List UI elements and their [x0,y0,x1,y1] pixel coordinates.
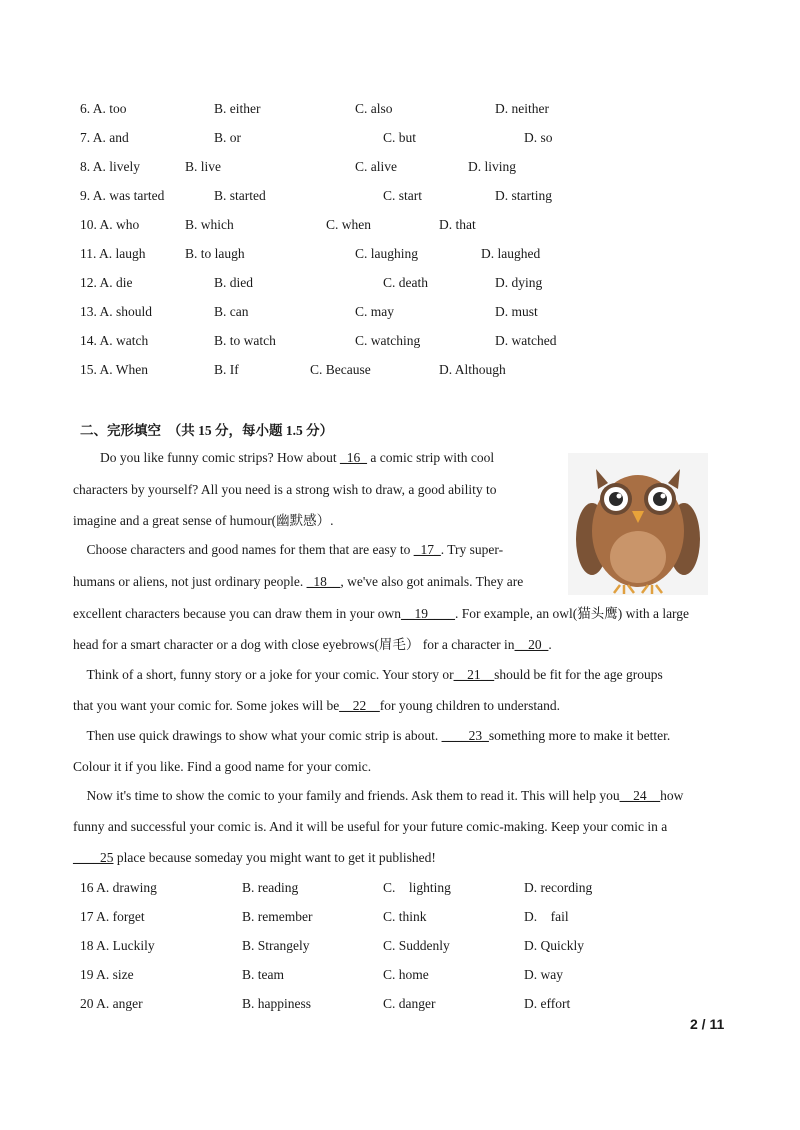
option-c: C. home [383,967,429,982]
part1-question-row [80,187,740,205]
option-c: C. alive [355,159,397,174]
passage-text: Choose characters and good names for them that are easy to [73,542,414,557]
part2-question-row [80,908,740,926]
passage-text: something more to make it better. [488,728,671,743]
part1-question-row [80,332,740,350]
option-a: 7. A. and [80,130,129,145]
passage-text: funny and successful your comic is. And it will be useful for your future comic-making. Keep your comic in a [73,819,668,834]
option-d: D. fail [524,909,569,924]
passage-line [73,697,560,715]
passage-text: a comic strip with cool [366,450,495,465]
passage-text: place because someday you might want to get it published! [113,850,436,865]
option-c: C. laughing [355,246,418,261]
option-c: C. but [383,130,417,145]
option-a: 20 A. anger [80,996,143,1011]
passage-text: humans or aliens, not just ordinary people. [73,574,307,589]
option-b: B. can [214,304,249,319]
passage-text: , we've also got animals. They are [340,574,524,589]
option-c: C. watching [355,333,421,348]
blank-number: _16_ [339,450,367,465]
part1-question-row [80,274,740,292]
option-d: D. Quickly [524,938,584,953]
passage-text: Then use quick drawings to show what your comic strip is about. [73,728,442,743]
option-d: D. neither [495,101,549,116]
option-d: D. must [495,304,538,319]
passage-text: should be fit for the age groups [494,667,663,682]
option-a: 11. A. laugh [80,246,146,261]
part2-question-row [80,879,740,897]
option-c: C. death [383,275,428,290]
option-a: 15. A. When [80,362,148,377]
option-d: D. starting [495,188,552,203]
passage-text: Colour it if you like. Find a good name for your comic. [73,759,372,774]
passage-line [73,758,371,776]
option-c: C. think [383,909,427,924]
blank-number: __21__ [453,667,495,682]
passage-line [73,449,494,467]
passage-line [73,849,436,867]
option-c: C. when [326,217,371,232]
passage-line [73,512,334,530]
option-a: 9. A. was tarted [80,188,165,203]
option-b: B. remember [242,909,313,924]
passage-text: head for a smart character or a dog with close eyebrows(眉毛） for a character in [73,637,515,652]
part2-question-row [80,966,740,984]
blank-number: __20_ [514,637,549,652]
part1-question-row [80,303,740,321]
option-c: C. danger [383,996,436,1011]
option-a: 10. A. who [80,217,140,232]
page-number: 2 / 11 [690,1016,725,1032]
passage-line [73,818,667,836]
part1-question-row [80,129,740,147]
option-a: 12. A. die [80,275,133,290]
option-b: B. to laugh [185,246,245,261]
blank-number: ____25 [73,850,114,865]
option-b: B. started [214,188,266,203]
passage-text: characters by yourself? All you need is a strong wish to draw, a good ability to [73,482,497,497]
part1-question-row [80,158,740,176]
passage-line [73,636,552,654]
passage-text: for young children to understand. [379,698,561,713]
option-a: 8. A. lively [80,159,140,174]
option-d: D. so [524,130,553,145]
passage-text: how [660,788,684,803]
passage-text: that you want your comic for. Some jokes will be [73,698,340,713]
blank-number: __22__ [339,698,380,713]
option-c: C. also [355,101,393,116]
option-c: C. lighting [383,880,451,895]
owl-illustration [568,453,708,595]
option-d: D. recording [524,880,593,895]
blank-number: __24__ [619,788,661,803]
option-c: C. start [383,188,422,203]
passage-line [73,541,503,559]
option-c: C. Suddenly [383,938,450,953]
passage-line [73,727,670,745]
option-b: B. If [214,362,239,377]
option-d: D. that [439,217,476,232]
part1-question-row [80,100,740,118]
option-a: 13. A. should [80,304,153,319]
blank-number: ____23_ [441,728,489,743]
option-b: B. which [185,217,234,232]
option-c: C. Because [310,362,371,377]
option-b: B. live [185,159,221,174]
passage-text: Think of a short, funny story or a joke for your comic. Your story or [73,667,454,682]
blank-number: _18__ [306,574,341,589]
passage-text: excellent characters because you can draw them in your own [73,606,401,621]
section-heading-cloze: 二、完形填空 （共 15 分，每小题 1.5 分） [80,423,334,438]
option-d: D. dying [495,275,543,290]
option-b: B. reading [242,880,299,895]
option-d: D. living [468,159,517,174]
passage-line [73,666,663,684]
option-b: B. to watch [214,333,276,348]
option-d: D. way [524,967,563,982]
option-a: 16 A. drawing [80,880,157,895]
part2-question-row [80,995,740,1013]
option-b: B. happiness [242,996,311,1011]
option-d: D. effort [524,996,571,1011]
option-a: 6. A. too [80,101,127,116]
passage-line [73,573,523,591]
option-a: 14. A. watch [80,333,149,348]
passage-text: Do you like funny comic strips? How about [73,450,340,465]
option-b: B. died [214,275,253,290]
option-d: D. Although [439,362,506,377]
passage-text: imagine and a great sense of humour(幽默感）. [73,513,334,528]
option-d: D. laughed [481,246,541,261]
passage-text: Now it's time to show the comic to your family and friends. Ask them to read it. This will help you [73,788,620,803]
option-a: 17 A. forget [80,909,145,924]
part2-question-row [80,937,740,955]
option-c: C. may [355,304,394,319]
option-a: 19 A. size [80,967,134,982]
passage-line [73,605,689,623]
option-a: 18 A. Luckily [80,938,155,953]
passage-text: . Try super- [440,542,504,557]
passage-line [73,787,683,805]
part1-question-row [80,361,740,379]
option-b: B. Strangely [242,938,310,953]
option-d: D. watched [495,333,557,348]
option-b: B. either [214,101,261,116]
passage-line [73,481,497,499]
part1-question-row [80,245,740,263]
blank-number: _17_ [413,542,441,557]
option-b: B. team [242,967,284,982]
passage-text: . [548,637,552,652]
part1-question-row [80,216,740,234]
blank-number: __19____ [400,606,455,621]
option-b: B. or [214,130,241,145]
passage-text: . For example, an owl(猫头鹰) with a large [454,606,690,621]
